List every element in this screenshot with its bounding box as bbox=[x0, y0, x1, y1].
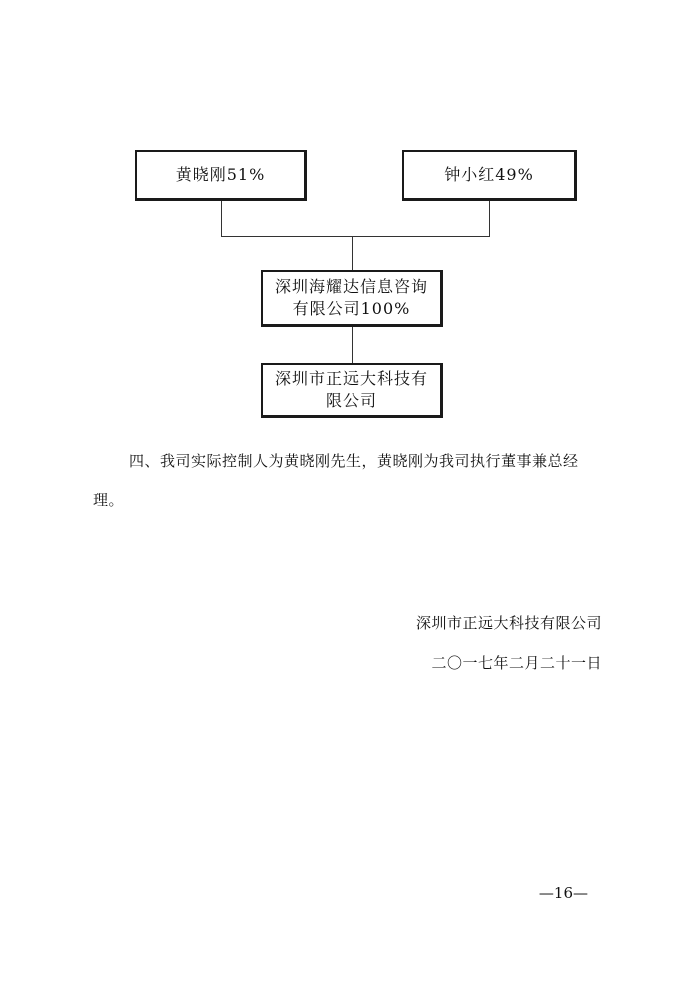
shareholder-box-right bbox=[402, 150, 577, 201]
signature-company: 深圳市正远大科技有限公司 bbox=[415, 614, 602, 632]
page-number: —16— bbox=[538, 884, 588, 902]
paragraph-line-1: 四、我司实际控制人为黄晓刚先生，黄晓刚为我司执行董事兼总经 bbox=[129, 452, 579, 470]
paragraph-line-2: 理。 bbox=[93, 491, 125, 509]
subsidiary-name-line2: 限公司 bbox=[325, 391, 377, 410]
shareholder-left-label: 黄晓刚51% bbox=[175, 165, 266, 184]
connector-to-subsidiary bbox=[352, 327, 353, 363]
connector-horizontal bbox=[221, 236, 490, 237]
connector-right-down bbox=[489, 201, 490, 237]
holding-company-name-line2: 有限公司100% bbox=[292, 299, 411, 318]
connector-left-down bbox=[221, 201, 222, 237]
subsidiary-name-line1: 深圳市正远大科技有 bbox=[274, 369, 428, 388]
shareholder-box-left bbox=[135, 150, 307, 201]
subsidiary-box bbox=[261, 363, 443, 418]
ownership-structure-diagram bbox=[0, 0, 700, 430]
holding-company-box bbox=[261, 270, 443, 327]
shareholder-right-label: 钟小红49% bbox=[444, 165, 534, 184]
holding-company-name-line1: 深圳海耀达信息咨询 bbox=[274, 277, 428, 296]
signature-date: 二〇一七年二月二十一日 bbox=[431, 654, 602, 672]
connector-center-down bbox=[352, 236, 353, 270]
